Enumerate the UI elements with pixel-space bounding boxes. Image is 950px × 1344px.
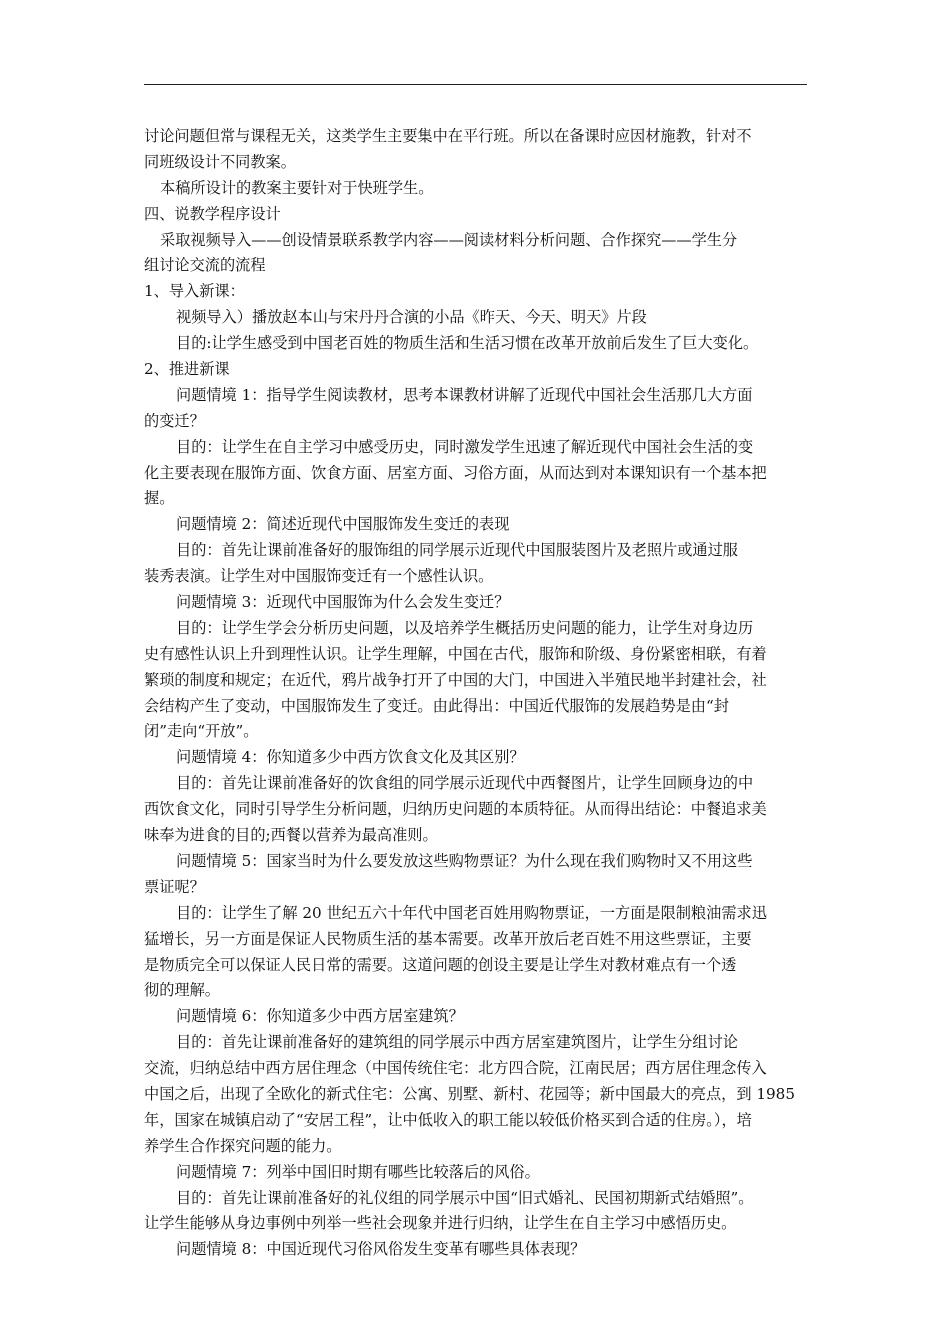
text-line: 年，国家在城镇启动了“安居工程”，让中低收入的职工能以较低价格买到合适的住房。），培 <box>144 1110 752 1129</box>
text-line: 中国之后，出现了全欧化的新式住宅：公寓、别墅、新村、花园等；新中国最大的亮点，到 1985 <box>144 1084 795 1103</box>
document-body <box>144 124 810 1263</box>
text-line: 闭”走向“开放”。 <box>144 722 259 741</box>
text-line: 问题情境 6：你知道多少中西方居室建筑？ <box>176 1007 464 1026</box>
text-line: 交流，归纳总结中西方居住理念（中国传统住宅：北方四合院，江南民居；西方居住理念传入 <box>144 1059 767 1078</box>
text-line: 目的：首先让课前准备好的服饰组的同学展示近现代中国服装图片及老照片或通过服 <box>176 541 738 560</box>
text-line: 养学生合作探究问题的能力。 <box>144 1136 342 1155</box>
text-line: 问题情境 5：国家当时为什么要发放这些购物票证？为什么现在我们购物时又不用这些 <box>176 851 753 870</box>
text-line: 票证呢？ <box>144 877 205 896</box>
text-line: 目的:让学生感受到中国老百姓的物质生活和生活习惯在改革开放前后发生了巨大变化。 <box>176 334 759 353</box>
text-line: 是物质完全可以保证人民日常的需要。这道问题的创设主要是让学生对教材难点有一个透 <box>144 955 737 974</box>
text-line: 四、说教学程序设计 <box>144 204 281 223</box>
text-line: 西饮食文化，同时引导学生分析问题，归纳历史问题的本质特征。从而得出结论：中餐追求美 <box>144 800 767 819</box>
text-line: 彻的理解。 <box>144 981 220 1000</box>
text-line: 猛增长，另一方面是保证人民物质生活的基本需要。改革开放后老百姓不用这些票证，主要 <box>144 929 752 948</box>
text-line: 繁琐的制度和规定；在近代，鸦片战争打开了中国的大门，中国进入半殖民地半封建社会，社 <box>144 670 767 689</box>
text-line: 问题情境 3：近现代中国服饰为什么会发生变迁？ <box>176 593 510 612</box>
text-line: 化主要表现在服饰方面、饮食方面、居室方面、习俗方面，从而达到对本课知识有一个基本把 <box>144 463 767 482</box>
text-line: 让学生能够从身边事例中列举一些社会现象并进行归纳，让学生在自主学习中感悟历史。 <box>144 1214 737 1233</box>
text-line: 的变迁？ <box>144 411 205 430</box>
text-line: 史有感性认识上升到理性认识。让学生理解，中国在古代，服饰和阶级、身份紧密相联，有着 <box>144 644 767 663</box>
text-line: 问题情境 1：指导学生阅读教材，思考本课教材讲解了近现代中国社会生活那几大方面 <box>176 385 753 404</box>
text-line: 装秀表演。让学生对中国服饰变迁有一个感性认识。 <box>144 567 494 586</box>
header-rule <box>144 84 807 85</box>
text-line: 讨论问题但常与课程无关，这类学生主要集中在平行班。所以在备课时应因材施教，针对不 <box>144 127 752 145</box>
text-line: 目的：让学生学会分析历史问题，以及培养学生概括历史问题的能力，让学生对身边历 <box>176 618 754 637</box>
text-line: 问题情境 8：中国近现代习俗风俗发生变革有哪些具体表现？ <box>176 1240 586 1259</box>
text-line: 视频导入）播放赵本山与宋丹丹合演的小品《昨天、今天、明天》片段 <box>176 308 647 327</box>
text-line: 味奉为进食的目的;西餐以营养为最高准则。 <box>144 826 438 845</box>
text-line: 问题情境 7：列举中国旧时期有哪些比较落后的风俗。 <box>176 1162 540 1181</box>
text-line: 组讨论交流的流程 <box>144 256 266 275</box>
text-line: 目的：首先让课前准备好的礼仪组的同学展示中国“旧式婚礼、民国初期新式结婚照”。 <box>176 1188 754 1207</box>
text-line: 本稿所设计的教案主要针对于快班学生。 <box>160 178 434 197</box>
text-line: 目的：首先让课前准备好的建筑组的同学展示中西方居室建筑图片，让学生分组讨论 <box>176 1033 738 1052</box>
text-line: 目的：首先让课前准备好的饮食组的同学展示近现代中西餐图片，让学生回顾身边的中 <box>176 774 754 793</box>
text-line: 目的：让学生在自主学习中感受历史，同时激发学生迅速了解近现代中国社会生活的变 <box>176 437 754 456</box>
text-line: 会结构产生了变动，中国服饰发生了变迁。由此得出：中国近代服饰的发展趋势是由“封 <box>144 696 729 715</box>
text-line: 采取视频导入——创设情景联系教学内容——阅读材料分析问题、合作探究——学生分 <box>160 230 738 249</box>
text-line: 2、推进新课 <box>144 360 230 379</box>
text-line: 1、导入新课： <box>144 282 245 301</box>
text-line: 问题情境 2：简述近现代中国服饰发生变迁的表现 <box>176 515 510 534</box>
text-line: 目的：让学生了解 20 世纪五六十年代中国老百姓用购物票证，一方面是限制粮油需求迅 <box>176 903 767 922</box>
text-line: 问题情境 4：你知道多少中西方饮食文化及其区别？ <box>176 748 525 767</box>
text-line: 同班级设计不同教案。 <box>144 152 296 171</box>
text-line: 握。 <box>144 489 175 508</box>
